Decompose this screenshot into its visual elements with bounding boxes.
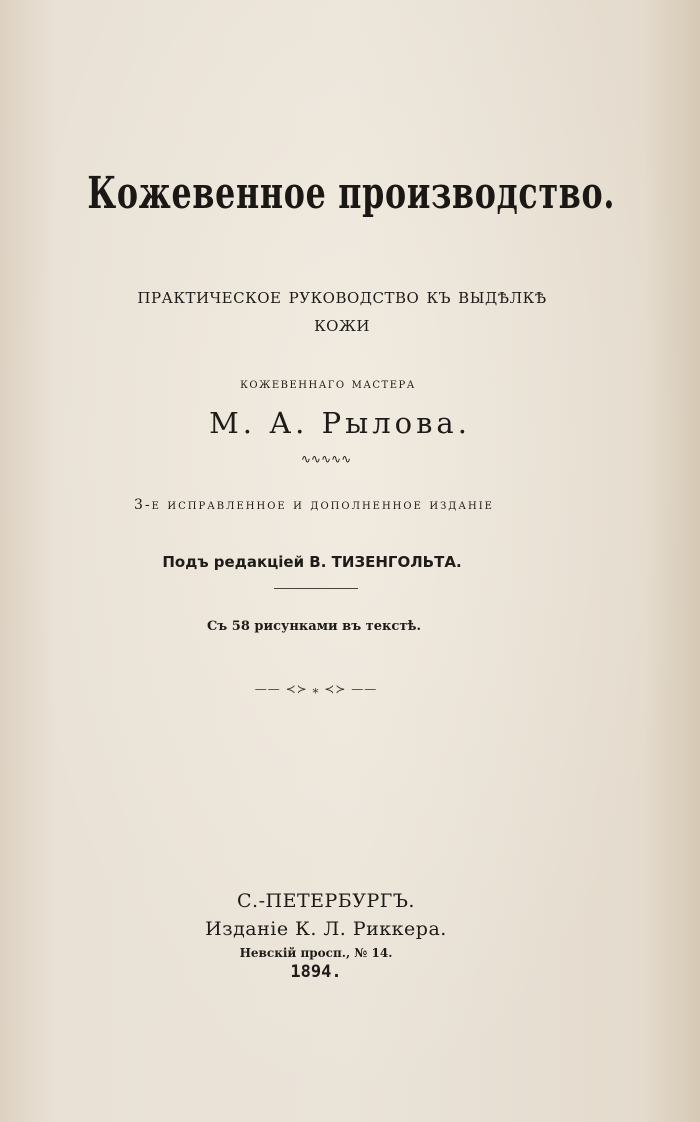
divider-rule [274, 588, 358, 589]
figures-note: Съ 58 рисунками въ текстѣ. [206, 619, 422, 634]
imprint-city: С.-ПЕТЕРБУРГЪ. [237, 890, 415, 912]
small-ornament: ∿∿∿∿∿ [300, 452, 352, 466]
edition-statement: 3-е исправленное и дополненное изданiе [134, 497, 494, 513]
imprint-address: Невскiй просп., № 14. [239, 946, 393, 960]
subtitle-line-2: кожи [314, 312, 370, 336]
author-prefix: кожевеннаго мастера [240, 376, 416, 392]
imprint-year: 1894. [290, 962, 342, 982]
imprint-publisher: Изданiе К. Л. Риккера. [205, 918, 447, 940]
editor-line: Подъ редакцiей В. ТИЗЕНГОЛЬТА. [162, 553, 462, 571]
subtitle-line-1: практическое руководство къ выдѣлкѣ [137, 284, 547, 308]
book-title: Кожевенное производство. [87, 168, 616, 219]
ornamental-divider: —— ≺≻ ⁎ ≺≻ —— [254, 682, 378, 696]
author-name: М. А. Рылова. [209, 406, 471, 440]
